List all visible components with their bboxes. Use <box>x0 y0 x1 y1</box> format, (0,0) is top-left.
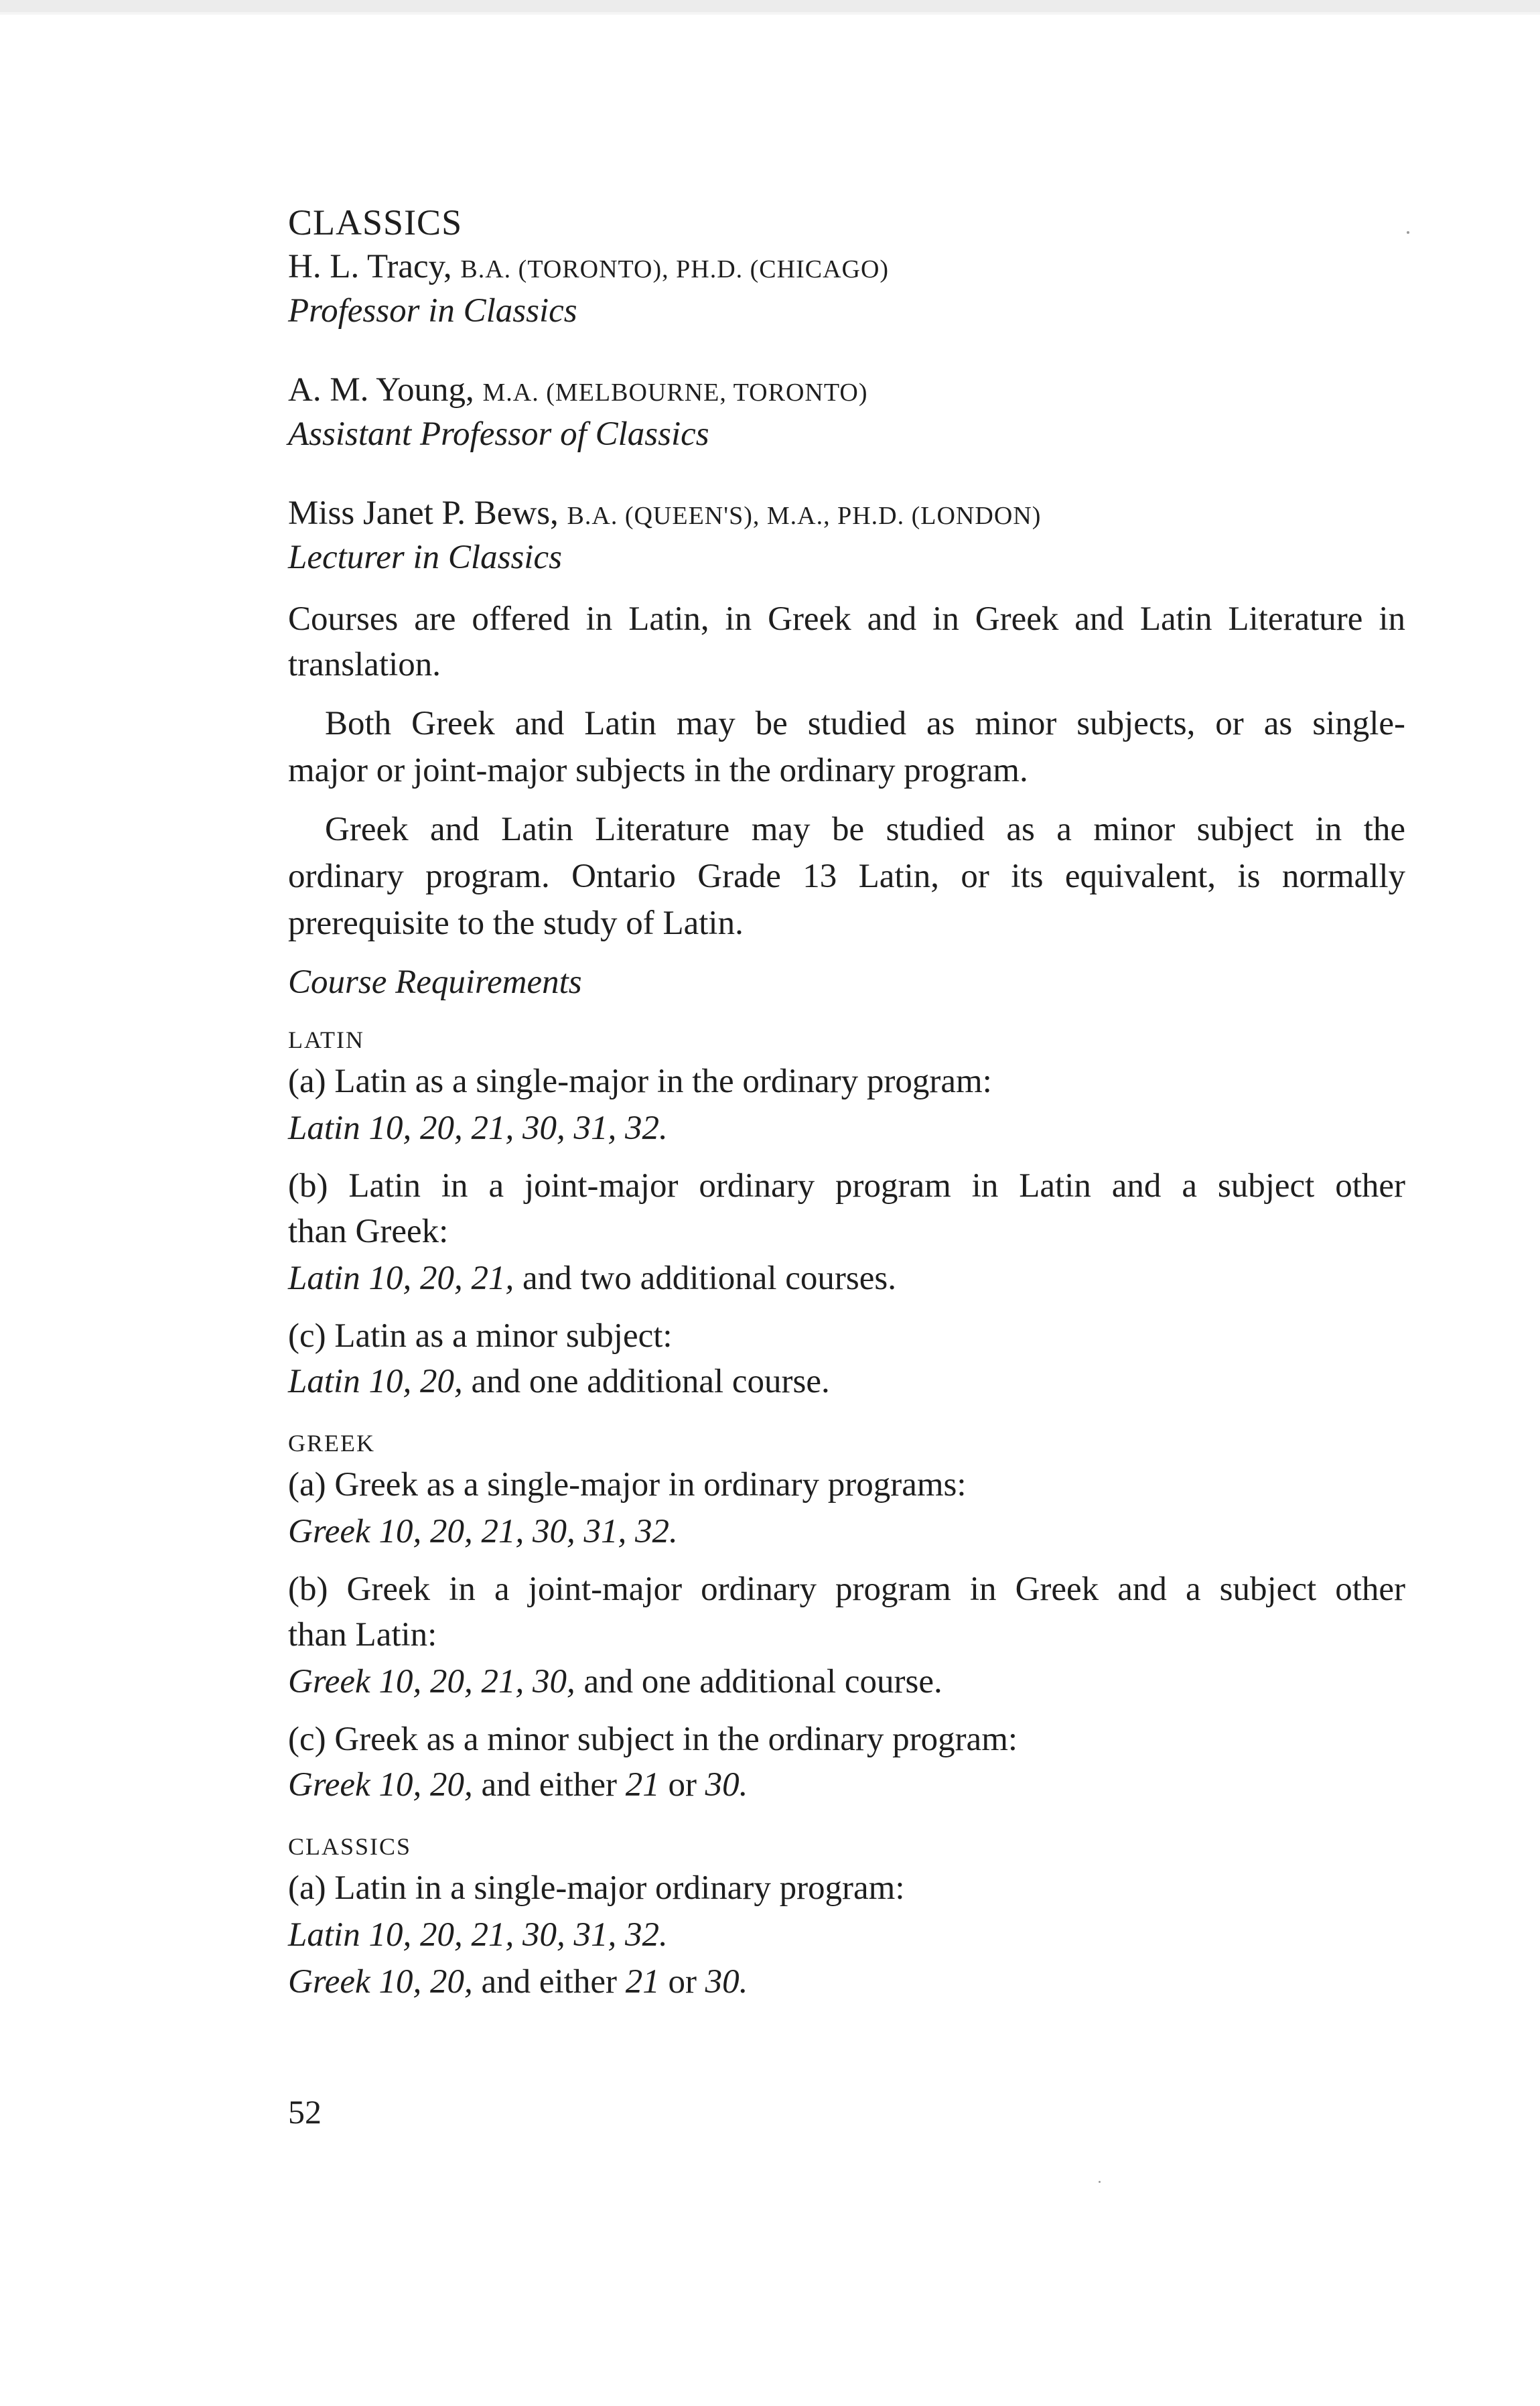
course-rest: and one additional course. <box>583 1663 942 1700</box>
faculty-entry-3 <box>288 492 1041 537</box>
course-numbers: 10, 20, 21, 30, 31, 32. <box>368 1110 668 1147</box>
faculty-name: A. M. Young, <box>288 371 474 409</box>
course-numbers: 10, 20, <box>378 1963 473 2001</box>
faculty-entry-2 <box>288 369 867 414</box>
course-numbers: 10, 20, 21, 30, 31, 32. <box>368 1916 668 1954</box>
course-numbers: 10, 20, 21, <box>368 1260 514 1297</box>
course-or: or <box>668 1963 697 2001</box>
course-option: 30. <box>705 1766 748 1804</box>
course-rest: and two additional courses. <box>522 1260 896 1297</box>
page-number: 52 <box>288 2093 322 2131</box>
course-subject: Greek <box>288 1766 370 1804</box>
course-subject: Latin <box>288 1260 360 1297</box>
latin-a-courses <box>288 1107 668 1150</box>
course-numbers: 10, 20, 21, 30, <box>378 1663 575 1700</box>
course-option: 30. <box>705 1963 748 2001</box>
classics-a-text: (a) Latin in a single-major ordinary program: <box>288 1869 905 1907</box>
latin-b-text-line-1: (b) Latin in a joint-major ordinary program in Latin and a subject other <box>288 1167 1405 1205</box>
greek-c-courses <box>288 1763 748 1806</box>
greek-a-text: (a) Greek as a single-major in ordinary programs: <box>288 1466 967 1503</box>
course-subject: Latin <box>288 1916 360 1954</box>
latin-c-courses <box>288 1360 830 1403</box>
greek-label: GREEK <box>288 1430 375 1457</box>
course-numbers: 10, 20, <box>368 1363 463 1400</box>
greek-b-courses <box>288 1660 942 1703</box>
classics-a-latin-courses <box>288 1914 668 1956</box>
course-subject: Greek <box>288 1663 370 1700</box>
classics-label: CLASSICS <box>288 1833 412 1860</box>
faculty-degrees: B.A. (QUEEN'S), M.A., PH.D. (LONDON) <box>567 502 1042 530</box>
faculty-position-2: Assistant Professor of Classics <box>288 415 709 453</box>
classics-a-greek-courses <box>288 1960 748 2003</box>
course-option: 21 <box>625 1766 660 1804</box>
course-rest: and one additional course. <box>471 1363 830 1400</box>
page-top-edge <box>0 0 1540 12</box>
faculty-entry-1 <box>288 245 889 291</box>
scan-speck <box>1407 231 1409 234</box>
faculty-position-3: Lecturer in Classics <box>288 539 562 576</box>
intro-paragraph-1-line-1: Courses are offered in Latin, in Greek and in Greek and Latin Literature in <box>288 600 1405 638</box>
course-rest: and either <box>481 1766 617 1804</box>
latin-c-text: (c) Latin as a minor subject: <box>288 1317 673 1355</box>
greek-b-text-line-2: than Latin: <box>288 1616 437 1654</box>
course-numbers: 10, 20, 21, 30, 31, 32. <box>378 1513 678 1550</box>
faculty-name: H. L. Tracy, <box>288 248 452 285</box>
intro-paragraph-3-line-2: ordinary program. Ontario Grade 13 Latin, or its equivalent, is normally <box>288 858 1405 895</box>
intro-paragraph-2-line-2: major or joint-major subjects in the ordinary program. <box>288 752 1028 789</box>
latin-b-courses <box>288 1257 896 1300</box>
requirements-heading: Course Requirements <box>288 963 582 1001</box>
faculty-position-1: Professor in Classics <box>288 292 577 330</box>
intro-paragraph-3-line-1: Greek and Latin Literature may be studied as a minor subject in the <box>325 811 1405 848</box>
course-option: 21 <box>625 1963 660 2001</box>
course-or: or <box>668 1766 697 1804</box>
course-numbers: 10, 20, <box>378 1766 473 1804</box>
course-subject: Latin <box>288 1110 360 1147</box>
faculty-degrees: M.A. (MELBOURNE, TORONTO) <box>482 379 868 407</box>
course-subject: Greek <box>288 1963 370 2001</box>
faculty-name: Miss Janet P. Bews, <box>288 494 559 532</box>
course-subject: Latin <box>288 1363 360 1400</box>
course-rest: and either <box>481 1963 617 2001</box>
latin-a-text: (a) Latin as a single-major in the ordinary program: <box>288 1063 992 1100</box>
course-subject: Greek <box>288 1513 370 1550</box>
department-title: CLASSICS <box>288 202 463 243</box>
scan-speck <box>1099 2181 1101 2183</box>
greek-a-courses <box>288 1510 678 1553</box>
intro-paragraph-3-line-3: prerequisite to the study of Latin. <box>288 905 744 942</box>
page-top-edge-shadow <box>0 12 1540 15</box>
greek-c-text: (c) Greek as a minor subject in the ordinary program: <box>288 1721 1018 1758</box>
greek-b-text-line-1: (b) Greek in a joint-major ordinary program in Greek and a subject other <box>288 1570 1405 1608</box>
intro-paragraph-1-line-2: translation. <box>288 646 441 683</box>
faculty-degrees: B.A. (TORONTO), PH.D. (CHICAGO) <box>460 255 890 283</box>
latin-label: LATIN <box>288 1026 364 1053</box>
latin-b-text-line-2: than Greek: <box>288 1213 449 1250</box>
intro-paragraph-2-line-1: Both Greek and Latin may be studied as minor subjects, or as single- <box>325 705 1405 742</box>
